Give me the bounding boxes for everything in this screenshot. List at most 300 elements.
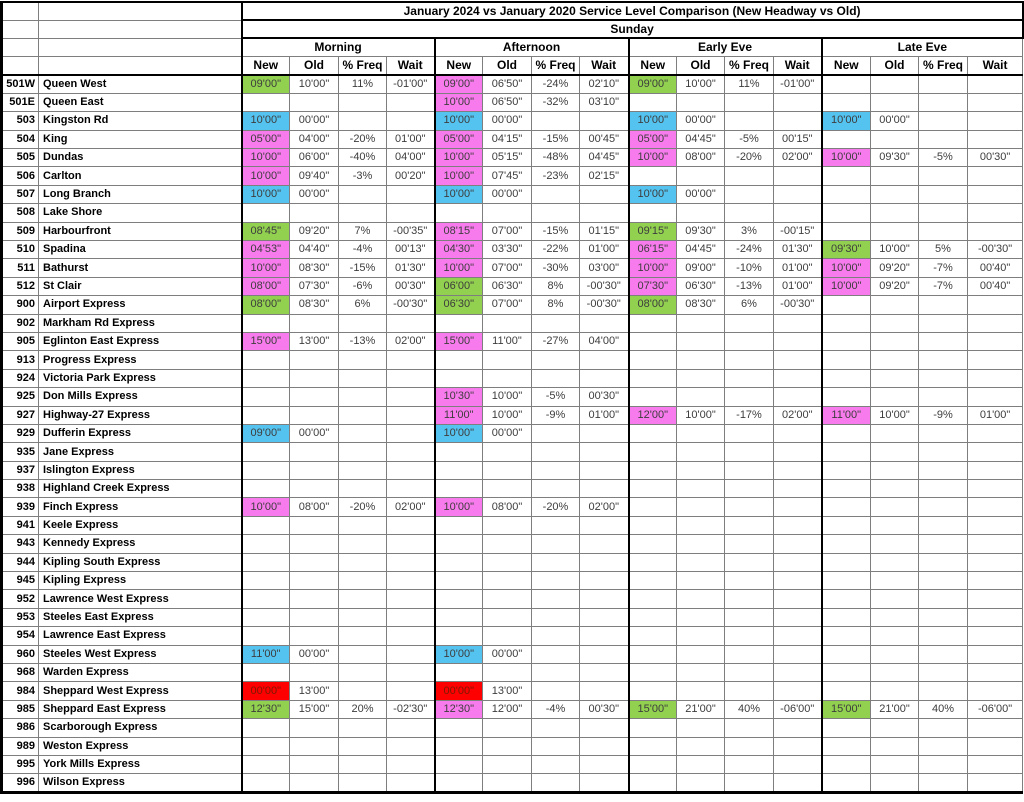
data-cell[interactable] xyxy=(677,461,725,479)
data-cell[interactable] xyxy=(580,664,629,682)
data-cell[interactable]: 00'30" xyxy=(387,277,435,295)
data-cell[interactable] xyxy=(725,498,774,516)
data-cell[interactable]: 07'30" xyxy=(290,277,339,295)
data-cell[interactable] xyxy=(629,608,677,626)
data-cell[interactable] xyxy=(242,719,290,737)
data-cell[interactable] xyxy=(242,204,290,222)
data-cell[interactable] xyxy=(968,737,1023,755)
data-cell[interactable] xyxy=(725,480,774,498)
data-cell[interactable]: 06'30" xyxy=(677,277,725,295)
route-number-cell[interactable]: 507 xyxy=(2,185,39,203)
data-cell[interactable] xyxy=(822,682,871,700)
data-cell[interactable] xyxy=(968,93,1023,111)
route-number-cell[interactable]: 902 xyxy=(2,314,39,332)
data-cell[interactable] xyxy=(580,627,629,645)
data-cell[interactable] xyxy=(580,572,629,590)
data-cell[interactable] xyxy=(387,388,435,406)
period-header-afternoon[interactable]: Afternoon xyxy=(435,38,629,56)
data-cell[interactable] xyxy=(919,774,968,792)
data-cell[interactable] xyxy=(532,112,580,130)
data-cell[interactable] xyxy=(871,719,919,737)
data-cell[interactable] xyxy=(677,167,725,185)
data-cell[interactable] xyxy=(822,535,871,553)
data-cell[interactable] xyxy=(822,75,871,93)
data-cell[interactable] xyxy=(532,682,580,700)
data-cell[interactable]: -32% xyxy=(532,93,580,111)
period-header-late-eve[interactable]: Late Eve xyxy=(822,38,1023,56)
data-cell[interactable] xyxy=(387,664,435,682)
data-cell[interactable] xyxy=(580,204,629,222)
data-cell[interactable] xyxy=(968,572,1023,590)
data-cell[interactable]: 00'00" xyxy=(290,112,339,130)
data-cell[interactable] xyxy=(242,553,290,571)
col-header-freq[interactable]: % Freq xyxy=(532,56,580,75)
data-cell[interactable] xyxy=(822,516,871,534)
data-cell[interactable]: 04'00" xyxy=(580,332,629,350)
route-name-cell[interactable]: Lawrence West Express xyxy=(39,590,242,608)
data-cell[interactable] xyxy=(774,332,822,350)
route-name-cell[interactable]: Sheppard West Express xyxy=(39,682,242,700)
data-cell[interactable] xyxy=(677,93,725,111)
route-number-cell[interactable]: 927 xyxy=(2,406,39,424)
data-cell[interactable] xyxy=(242,351,290,369)
data-cell[interactable] xyxy=(580,424,629,442)
route-number-cell[interactable]: 986 xyxy=(2,719,39,737)
data-cell[interactable]: 05'00" xyxy=(242,130,290,148)
data-cell[interactable] xyxy=(919,535,968,553)
data-cell[interactable]: -02'30" xyxy=(387,700,435,718)
data-cell[interactable] xyxy=(725,608,774,626)
blank-cell[interactable] xyxy=(39,56,242,75)
col-header-new[interactable]: New xyxy=(629,56,677,75)
data-cell[interactable]: 00'00" xyxy=(483,424,532,442)
route-number-cell[interactable]: 953 xyxy=(2,608,39,626)
data-cell[interactable]: -9% xyxy=(919,406,968,424)
data-cell[interactable] xyxy=(532,535,580,553)
data-cell[interactable] xyxy=(677,388,725,406)
data-cell[interactable]: 08'00" xyxy=(483,498,532,516)
data-cell[interactable]: 15'00" xyxy=(629,700,677,718)
data-cell[interactable] xyxy=(483,755,532,773)
data-cell[interactable] xyxy=(339,480,387,498)
data-cell[interactable]: 00'20" xyxy=(387,167,435,185)
data-cell[interactable]: 00'45" xyxy=(580,130,629,148)
data-cell[interactable] xyxy=(822,130,871,148)
data-cell[interactable] xyxy=(677,443,725,461)
data-cell[interactable]: 04'40" xyxy=(290,241,339,259)
data-cell[interactable]: 10'00" xyxy=(290,75,339,93)
data-cell[interactable]: 10'00" xyxy=(822,259,871,277)
data-cell[interactable] xyxy=(774,204,822,222)
col-header-new[interactable]: New xyxy=(242,56,290,75)
data-cell[interactable]: -06'00" xyxy=(774,700,822,718)
data-cell[interactable] xyxy=(387,755,435,773)
data-cell[interactable] xyxy=(242,406,290,424)
data-cell[interactable] xyxy=(629,535,677,553)
data-cell[interactable] xyxy=(725,719,774,737)
data-cell[interactable] xyxy=(677,314,725,332)
data-cell[interactable] xyxy=(483,516,532,534)
data-cell[interactable]: 08'45" xyxy=(242,222,290,240)
route-name-cell[interactable]: Spadina xyxy=(39,241,242,259)
data-cell[interactable]: 7% xyxy=(339,222,387,240)
data-cell[interactable]: 10'00" xyxy=(242,185,290,203)
data-cell[interactable]: 10'00" xyxy=(677,75,725,93)
blank-cell[interactable] xyxy=(2,56,39,75)
data-cell[interactable] xyxy=(822,369,871,387)
data-cell[interactable] xyxy=(919,645,968,663)
data-cell[interactable] xyxy=(387,480,435,498)
data-cell[interactable]: -20% xyxy=(339,130,387,148)
data-cell[interactable] xyxy=(774,93,822,111)
data-cell[interactable] xyxy=(532,664,580,682)
data-cell[interactable]: 10'00" xyxy=(435,112,483,130)
route-number-cell[interactable]: 512 xyxy=(2,277,39,295)
data-cell[interactable]: -22% xyxy=(532,241,580,259)
data-cell[interactable] xyxy=(483,737,532,755)
data-cell[interactable] xyxy=(435,664,483,682)
data-cell[interactable]: 06'15" xyxy=(629,241,677,259)
data-cell[interactable] xyxy=(339,351,387,369)
data-cell[interactable] xyxy=(387,682,435,700)
route-number-cell[interactable]: 995 xyxy=(2,755,39,773)
data-cell[interactable]: 10'00" xyxy=(435,167,483,185)
data-cell[interactable]: 10'00" xyxy=(822,277,871,295)
data-cell[interactable] xyxy=(580,737,629,755)
data-cell[interactable] xyxy=(968,443,1023,461)
data-cell[interactable] xyxy=(629,351,677,369)
data-cell[interactable] xyxy=(290,553,339,571)
data-cell[interactable] xyxy=(725,351,774,369)
data-cell[interactable] xyxy=(387,461,435,479)
data-cell[interactable]: -30% xyxy=(532,259,580,277)
data-cell[interactable]: 01'00" xyxy=(774,259,822,277)
data-cell[interactable] xyxy=(580,185,629,203)
route-name-cell[interactable]: Long Branch xyxy=(39,185,242,203)
data-cell[interactable] xyxy=(242,461,290,479)
data-cell[interactable]: 01'00" xyxy=(580,406,629,424)
data-cell[interactable] xyxy=(387,645,435,663)
data-cell[interactable] xyxy=(629,424,677,442)
data-cell[interactable]: 00'30" xyxy=(580,700,629,718)
data-cell[interactable] xyxy=(532,204,580,222)
data-cell[interactable]: -00'30" xyxy=(387,296,435,314)
data-cell[interactable]: 03'30" xyxy=(483,241,532,259)
data-cell[interactable]: 09'00" xyxy=(242,75,290,93)
data-cell[interactable] xyxy=(483,590,532,608)
data-cell[interactable] xyxy=(774,590,822,608)
data-cell[interactable] xyxy=(725,93,774,111)
route-name-cell[interactable]: Highland Creek Express xyxy=(39,480,242,498)
data-cell[interactable] xyxy=(339,553,387,571)
data-cell[interactable]: 01'00" xyxy=(774,277,822,295)
data-cell[interactable] xyxy=(725,572,774,590)
data-cell[interactable] xyxy=(725,167,774,185)
data-cell[interactable]: 07'30" xyxy=(629,277,677,295)
data-cell[interactable] xyxy=(483,369,532,387)
data-cell[interactable] xyxy=(822,480,871,498)
data-cell[interactable] xyxy=(387,314,435,332)
data-cell[interactable] xyxy=(629,590,677,608)
data-cell[interactable] xyxy=(968,314,1023,332)
data-cell[interactable]: 15'00" xyxy=(242,332,290,350)
data-cell[interactable] xyxy=(822,719,871,737)
data-cell[interactable]: 05'15" xyxy=(483,149,532,167)
data-cell[interactable] xyxy=(532,755,580,773)
data-cell[interactable] xyxy=(290,590,339,608)
route-name-cell[interactable]: Lake Shore xyxy=(39,204,242,222)
data-cell[interactable] xyxy=(968,369,1023,387)
data-cell[interactable] xyxy=(339,443,387,461)
data-cell[interactable]: -00'30" xyxy=(774,296,822,314)
data-cell[interactable] xyxy=(968,719,1023,737)
data-cell[interactable] xyxy=(725,516,774,534)
data-cell[interactable] xyxy=(774,645,822,663)
data-cell[interactable] xyxy=(532,461,580,479)
data-cell[interactable]: 00'00" xyxy=(435,682,483,700)
data-cell[interactable]: 05'00" xyxy=(435,130,483,148)
data-cell[interactable] xyxy=(968,535,1023,553)
data-cell[interactable] xyxy=(387,627,435,645)
data-cell[interactable] xyxy=(774,755,822,773)
data-cell[interactable]: -00'30" xyxy=(968,241,1023,259)
route-number-cell[interactable]: 954 xyxy=(2,627,39,645)
route-number-cell[interactable]: 905 xyxy=(2,332,39,350)
data-cell[interactable]: 09'15" xyxy=(629,222,677,240)
data-cell[interactable] xyxy=(532,645,580,663)
data-cell[interactable] xyxy=(435,480,483,498)
data-cell[interactable] xyxy=(339,664,387,682)
route-name-cell[interactable]: Progress Express xyxy=(39,351,242,369)
data-cell[interactable] xyxy=(242,737,290,755)
data-cell[interactable]: -5% xyxy=(725,130,774,148)
data-cell[interactable] xyxy=(774,314,822,332)
data-cell[interactable] xyxy=(871,130,919,148)
data-cell[interactable] xyxy=(774,424,822,442)
data-cell[interactable] xyxy=(290,443,339,461)
data-cell[interactable] xyxy=(532,424,580,442)
data-cell[interactable] xyxy=(339,461,387,479)
data-cell[interactable] xyxy=(725,369,774,387)
data-cell[interactable]: -5% xyxy=(532,388,580,406)
route-name-cell[interactable]: Dundas xyxy=(39,149,242,167)
data-cell[interactable] xyxy=(822,498,871,516)
data-cell[interactable]: 02'00" xyxy=(774,406,822,424)
data-cell[interactable]: 00'00" xyxy=(242,682,290,700)
data-cell[interactable] xyxy=(774,443,822,461)
data-cell[interactable]: 11'00" xyxy=(483,332,532,350)
route-name-cell[interactable]: Steeles East Express xyxy=(39,608,242,626)
route-name-cell[interactable]: Kingston Rd xyxy=(39,112,242,130)
data-cell[interactable] xyxy=(919,112,968,130)
data-cell[interactable] xyxy=(339,185,387,203)
data-cell[interactable] xyxy=(677,682,725,700)
data-cell[interactable] xyxy=(629,167,677,185)
data-cell[interactable]: 00'13" xyxy=(387,241,435,259)
data-cell[interactable] xyxy=(677,590,725,608)
data-cell[interactable]: 00'15" xyxy=(774,130,822,148)
data-cell[interactable]: 02'00" xyxy=(580,498,629,516)
data-cell[interactable] xyxy=(968,185,1023,203)
data-cell[interactable] xyxy=(919,130,968,148)
data-cell[interactable]: -00'30" xyxy=(580,296,629,314)
data-cell[interactable] xyxy=(677,608,725,626)
data-cell[interactable] xyxy=(629,719,677,737)
data-cell[interactable] xyxy=(919,204,968,222)
data-cell[interactable]: 6% xyxy=(339,296,387,314)
data-cell[interactable]: -06'00" xyxy=(968,700,1023,718)
data-cell[interactable] xyxy=(290,608,339,626)
data-cell[interactable]: 12'00" xyxy=(483,700,532,718)
data-cell[interactable]: 01'15" xyxy=(580,222,629,240)
data-cell[interactable]: 02'00" xyxy=(387,498,435,516)
data-cell[interactable] xyxy=(774,351,822,369)
data-cell[interactable]: 04'45" xyxy=(677,241,725,259)
data-cell[interactable] xyxy=(822,314,871,332)
data-cell[interactable] xyxy=(919,424,968,442)
data-cell[interactable] xyxy=(919,167,968,185)
data-cell[interactable] xyxy=(919,664,968,682)
data-cell[interactable] xyxy=(290,664,339,682)
col-header-old[interactable]: Old xyxy=(677,56,725,75)
route-name-cell[interactable]: Warden Express xyxy=(39,664,242,682)
data-cell[interactable] xyxy=(435,516,483,534)
data-cell[interactable] xyxy=(774,627,822,645)
data-cell[interactable] xyxy=(339,608,387,626)
data-cell[interactable] xyxy=(483,204,532,222)
data-cell[interactable]: 09'20" xyxy=(871,259,919,277)
data-cell[interactable] xyxy=(483,774,532,792)
data-cell[interactable] xyxy=(242,443,290,461)
data-cell[interactable] xyxy=(725,664,774,682)
route-name-cell[interactable]: Bathurst xyxy=(39,259,242,277)
data-cell[interactable]: 10'00" xyxy=(435,498,483,516)
data-cell[interactable]: 09'20" xyxy=(871,277,919,295)
data-cell[interactable] xyxy=(242,608,290,626)
data-cell[interactable] xyxy=(387,719,435,737)
data-cell[interactable] xyxy=(290,406,339,424)
data-cell[interactable] xyxy=(290,774,339,792)
data-cell[interactable] xyxy=(532,185,580,203)
data-cell[interactable] xyxy=(919,332,968,350)
data-cell[interactable] xyxy=(725,755,774,773)
route-name-cell[interactable]: Eglinton East Express xyxy=(39,332,242,350)
data-cell[interactable] xyxy=(968,112,1023,130)
data-cell[interactable] xyxy=(871,664,919,682)
data-cell[interactable]: 09'40" xyxy=(290,167,339,185)
data-cell[interactable] xyxy=(968,461,1023,479)
route-number-cell[interactable]: 505 xyxy=(2,149,39,167)
route-number-cell[interactable]: 945 xyxy=(2,572,39,590)
route-number-cell[interactable]: 504 xyxy=(2,130,39,148)
data-cell[interactable] xyxy=(387,608,435,626)
data-cell[interactable] xyxy=(242,774,290,792)
data-cell[interactable] xyxy=(871,498,919,516)
data-cell[interactable] xyxy=(387,553,435,571)
col-header-wait[interactable]: Wait xyxy=(580,56,629,75)
data-cell[interactable]: 04'53" xyxy=(242,241,290,259)
route-number-cell[interactable]: 968 xyxy=(2,664,39,682)
data-cell[interactable] xyxy=(968,167,1023,185)
data-cell[interactable]: 00'00" xyxy=(290,185,339,203)
data-cell[interactable] xyxy=(677,516,725,534)
data-cell[interactable]: 01'30" xyxy=(774,241,822,259)
data-cell[interactable] xyxy=(435,351,483,369)
data-cell[interactable]: 11'00" xyxy=(822,406,871,424)
data-cell[interactable] xyxy=(532,480,580,498)
data-cell[interactable] xyxy=(290,461,339,479)
data-cell[interactable] xyxy=(580,314,629,332)
data-cell[interactable]: -00'35" xyxy=(387,222,435,240)
data-cell[interactable] xyxy=(919,369,968,387)
data-cell[interactable]: -23% xyxy=(532,167,580,185)
data-cell[interactable] xyxy=(871,443,919,461)
route-number-cell[interactable]: 937 xyxy=(2,461,39,479)
data-cell[interactable]: 10'30" xyxy=(435,388,483,406)
data-cell[interactable]: -24% xyxy=(532,75,580,93)
data-cell[interactable] xyxy=(968,296,1023,314)
data-cell[interactable] xyxy=(871,185,919,203)
data-cell[interactable]: -7% xyxy=(919,277,968,295)
data-cell[interactable] xyxy=(725,774,774,792)
data-cell[interactable] xyxy=(725,332,774,350)
data-cell[interactable]: 10'00" xyxy=(483,388,532,406)
data-cell[interactable]: -15% xyxy=(339,259,387,277)
data-cell[interactable] xyxy=(435,608,483,626)
data-cell[interactable]: 11% xyxy=(339,75,387,93)
data-cell[interactable] xyxy=(822,755,871,773)
data-cell[interactable] xyxy=(968,75,1023,93)
data-cell[interactable]: 15'00" xyxy=(822,700,871,718)
data-cell[interactable] xyxy=(919,572,968,590)
data-cell[interactable]: 04'30" xyxy=(435,241,483,259)
route-name-cell[interactable]: Kennedy Express xyxy=(39,535,242,553)
data-cell[interactable] xyxy=(968,130,1023,148)
data-cell[interactable] xyxy=(339,682,387,700)
data-cell[interactable] xyxy=(774,388,822,406)
data-cell[interactable] xyxy=(580,480,629,498)
data-cell[interactable] xyxy=(580,369,629,387)
data-cell[interactable] xyxy=(968,388,1023,406)
data-cell[interactable]: 10'00" xyxy=(629,149,677,167)
route-number-cell[interactable]: 943 xyxy=(2,535,39,553)
data-cell[interactable]: 04'15" xyxy=(483,130,532,148)
data-cell[interactable] xyxy=(290,516,339,534)
data-cell[interactable] xyxy=(629,204,677,222)
data-cell[interactable] xyxy=(774,185,822,203)
data-cell[interactable]: -20% xyxy=(725,149,774,167)
data-cell[interactable]: 09'00" xyxy=(677,259,725,277)
data-cell[interactable]: 10'00" xyxy=(242,112,290,130)
data-cell[interactable]: 13'00" xyxy=(290,332,339,350)
data-cell[interactable] xyxy=(677,737,725,755)
data-cell[interactable] xyxy=(629,572,677,590)
data-cell[interactable]: 12'00" xyxy=(629,406,677,424)
data-cell[interactable] xyxy=(532,737,580,755)
data-cell[interactable] xyxy=(919,755,968,773)
data-cell[interactable] xyxy=(580,516,629,534)
data-cell[interactable]: -13% xyxy=(725,277,774,295)
data-cell[interactable] xyxy=(822,167,871,185)
data-cell[interactable] xyxy=(968,755,1023,773)
data-cell[interactable] xyxy=(871,296,919,314)
data-cell[interactable]: -20% xyxy=(339,498,387,516)
data-cell[interactable] xyxy=(968,351,1023,369)
data-cell[interactable] xyxy=(774,719,822,737)
data-cell[interactable] xyxy=(871,204,919,222)
data-cell[interactable]: 06'50" xyxy=(483,93,532,111)
data-cell[interactable]: 06'00" xyxy=(290,149,339,167)
